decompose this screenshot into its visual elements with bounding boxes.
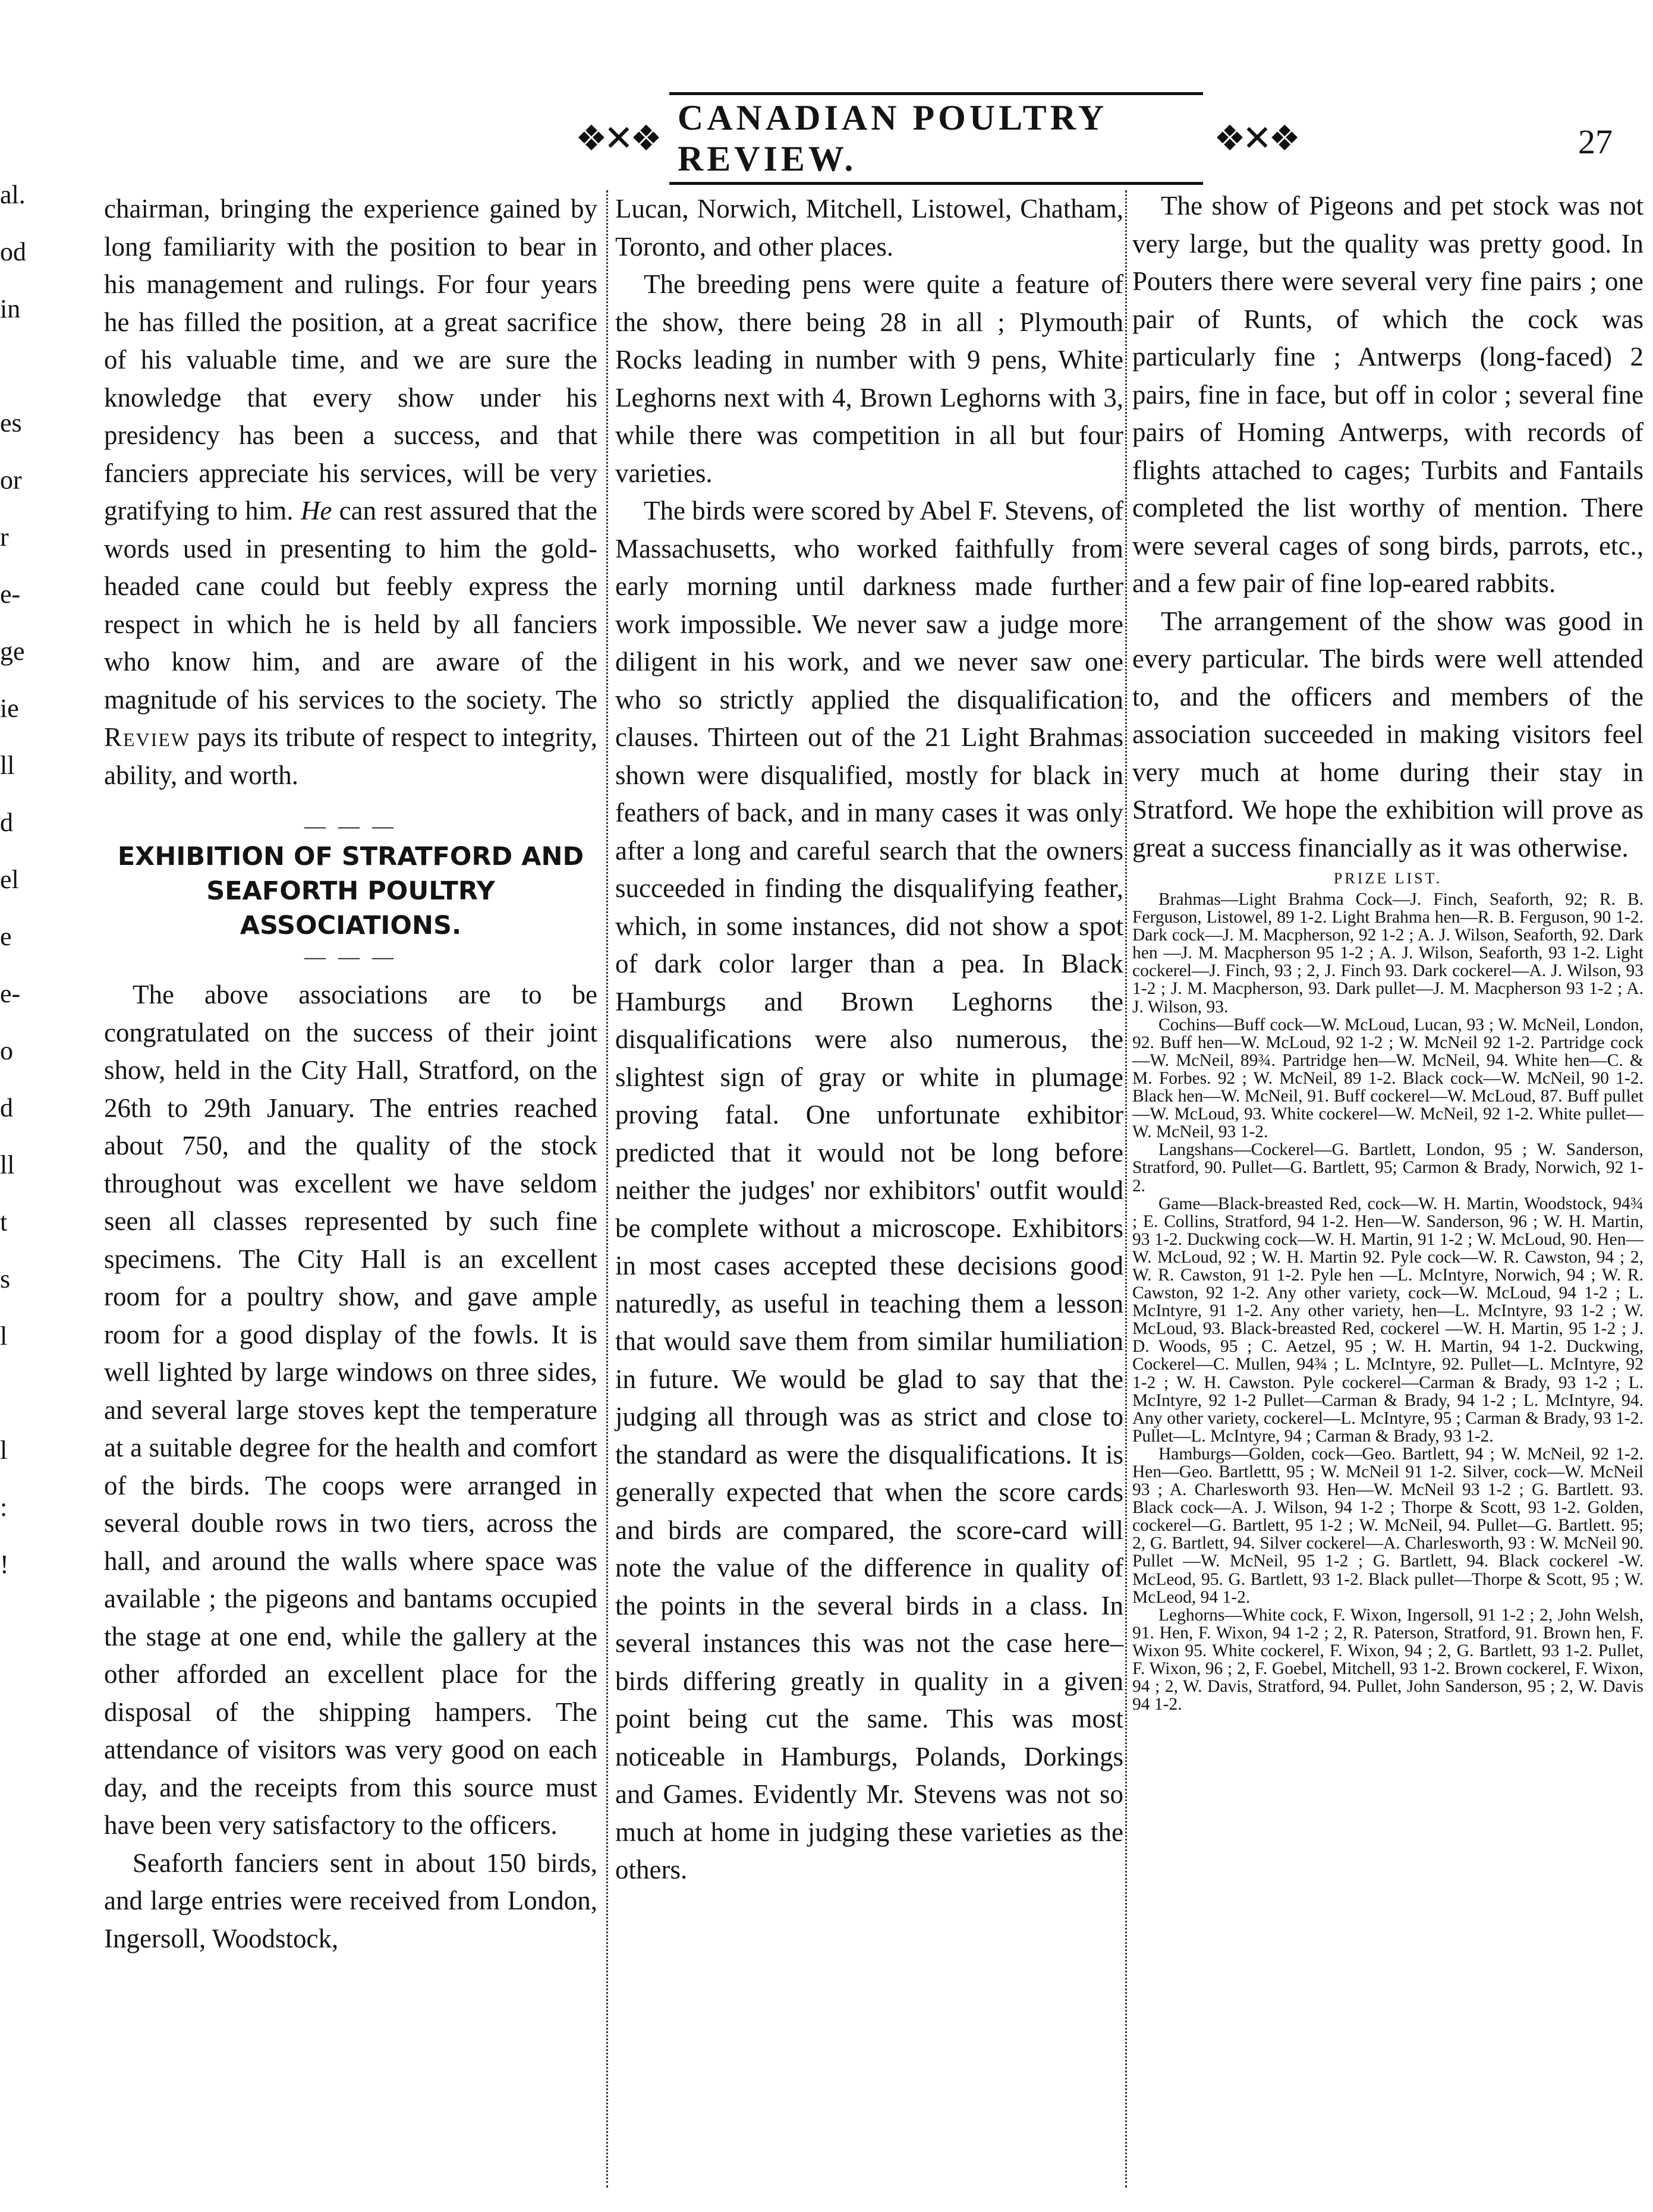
paragraph-associations: The above associations are to be congratulated on the success of their joint show, held in the City Hall, Stratford, on the 26th to 29th January. The entries reached about 750, and the quality of the stock throughout was excellent we have seldom seen all classes represented by such fine specimens. The City Hall is an excellent room for a poultry show, and gave ample room for a good display of the fowls. It is well lighted by large windows on three sides, and several large stoves kept the temperature at a suitable degree for the health and comfort of the birds. The coops were arranged in several double rows in two tiers, across the hall, and around the walls where space was available ; the pigeons and bantams occupied the stage at one end, while the gallery at the other afforded an excellent place for the disposal of the shipping hampers. The attendance of visitors was very good on each day, and the receipts from this source must have been very satisfactory to the officers. [104, 980, 597, 1840]
margin-fragment: ! [0, 1550, 9, 1579]
margin-fragment: ie [0, 694, 19, 723]
margin-fragment: ge [0, 637, 25, 666]
margin-fragment: e- [0, 580, 21, 609]
margin-fragment: o [0, 1036, 13, 1065]
margin-fragment: in [0, 294, 21, 323]
prize-brahmas: Brahmas—Light Brahma Cock—J. Finch, Seaforth, 92; R. B. Ferguson, Listowel, 89 1-2. Light Brahma hen—R. B. Ferguson, 90 1-2. Dark cock—J. M. Macpherson, 92 1-2 ; A. J. Wilson, Seaforth, 92. Dark hen —J. M. Macpherson 95 1-2 ; A. J. Wilson, Seaforth, 93 1-2. Light cockerel—J. Finch, 93 ; 2, J. Finch 93. Dark cockerel—A. J. Wilson, 93 1-2 ; J. M. Macpherson, 93. Dark pullet—J. M. Macpherson 93 1-2 ; A. J. Wilson, 93. [1132, 890, 1643, 1017]
margin-fragment: or [0, 465, 22, 495]
paragraph-places: Lucan, Norwich, Mitchell, Listowel, Chatham, Toronto, and other places. [615, 194, 1123, 262]
column-rule-left [606, 190, 608, 2188]
prize-langshans: Langshans—Cockerel—G. Bartlett, London, 95 ; W. Sanderson, Stratford, 90. Pullet—G. Bartlett, 95; Carmon & Brady, Norwich, 92 1-2. [1132, 1140, 1643, 1195]
page-number: 27 [1578, 122, 1613, 161]
left-margin-fragments [0, 166, 53, 1593]
paragraph-chairman: chairman, bringing the experience gained by long familiarity with the position to bear in his management and rulings. For four years he has filled the position, at a great sacrifice of his valuable time, and we are sure the knowledge that every show under his presidency has been a success, and that fanciers appreciate his services, will be very gratifying to him. He can rest assured that the words used in presenting to him the gold-headed cane could but feebly express the respect in which he is held by all fanciers who know him, and are aware of the magnitude of his services to the society. The Review pays its tribute of respect to integrity, ability, and worth. [104, 194, 597, 790]
separator: — — — [304, 945, 397, 968]
journal-title: CANADIAN POULTRY REVIEW. [669, 92, 1203, 185]
column-one [104, 190, 597, 1958]
margin-fragment: t [0, 1207, 8, 1236]
margin-fragment: od [0, 237, 26, 266]
column-two [615, 190, 1123, 1889]
ornament-right-icon: ❖✕❖ [1214, 118, 1297, 159]
separator: — — — [304, 814, 397, 838]
margin-fragment: d [0, 808, 13, 837]
margin-fragment: el [0, 865, 19, 894]
margin-fragment: r [0, 523, 9, 552]
margin-fragment: ll [0, 751, 15, 780]
margin-fragment [0, 1365, 53, 1422]
margin-fragment: ll [0, 1150, 15, 1179]
prize-hamburgs: Hamburgs—Golden, cock—Geo. Bartlett, 94 ; W. McNeil, 92 1-2. Hen—Geo. Bartlettt, 95 ; W. McNeil 91 1-2. Silver, cock—W. McNeil 93 ; A. Charlesworth 93. Hen—W. McNeil 93 1-2 ; G. Bartlett. 93. Black cock—A. J. Wilson, 94 1-2 ; Thorpe & Scott, 93 1-2. Golden, cockerel—G. Bartlett, 95 1-2 ; W. McNeil, 94. Pullet—G. Bartlett. 95; 2, G. Bartlett, 94. Silver cockerel—A. Charlesworth, 93 : W. McNeil 90. Pullet —W. McNeil, 95 1-2 ; G. Bartlett, 94. Black cockerel -W. McLeod, 95. G. Bartlett, 93 1-2. Black pullet—Thorpe & Scott, 95 ; W. McLeod, 94 1-2. [1132, 1444, 1643, 1607]
paragraph-breeding-pens: The breeding pens were quite a feature of the show, there being 28 in all ; Plymouth Rocks leading in number with 9 pens, White Leghorns next with 4, Brown Leghorns with 3, while there was competition in all but four varieties. [615, 269, 1123, 488]
paragraph-seaforth: Seaforth fanciers sent in about 150 birds, and large entries were received from London, Ingersoll, Woodstock, [104, 1848, 597, 1953]
column-rule-right [1125, 190, 1127, 2188]
margin-fragment: l [0, 1321, 8, 1351]
margin-fragment: : [0, 1493, 8, 1522]
prize-list-title: PRIZE LIST. [1333, 870, 1443, 887]
margin-fragment: l [0, 1436, 8, 1465]
prize-game: Game—Black-breasted Red, cock—W. H. Martin, Woodstock, 94¾ ; E. Collins, Stratford, 94 1-2. Hen—W. Sanderson, 96 ; W. H. Martin, 93 1-2. Duckwing cock—W. H. Martin, 91 1-2 ; W. McLoud, 90. Hen—W. McLoud, 92 ; W. H. Martin 92. Pyle cock—W. R. Cawston, 94 ; 2, W. R. Cawston, 91 1-2. Pyle hen —L. McIntyre, Norwich, 94 ; W. R. Cawston, 92 1-2. Any other variety, cock—W. McLoud, 94 1-2 ; L. McIntyre, 91 1-2. Any other variety, hen—L. McIntyre, 93 1-2 ; W. McLoud, 93. Black-breasted Red, cockerel —W. H. Martin, 95 1-2 ; J. D. Woods, 95 ; C. Aetzel, 95 ; W. H. Martin, 94 1-2. Duckwing, Cockerel—C. Mullen, 94¾ ; L. McIntyre, 92. Pullet—L. McIntyre, 92 1-2 ; W. H. Cawston. Pyle cockerel—Carman & Brady, 93 1-2 ; L. McIntyre, 92 1-2 Pullet—Carman & Brady, 94 1-2 ; L. McIntyre, 94. Any other variety, cockerel—L. McIntyre, 95 ; Carman & Brady, 93 1-2. Pullet—L. McIntyre, 94 ; Carman & Brady, 93 1-2. [1132, 1194, 1643, 1446]
margin-fragment: e [0, 922, 12, 951]
paragraph-arrangement: The arrangement of the show was good in every particular. The birds were well attended to, and the officers and members of the association succeeded in making visitors feel very much at home during their stay in Stratford. We hope the exhibition will prove as great a success financially as it was otherwise. [1132, 606, 1643, 863]
column-three [1132, 187, 1643, 1713]
margin-fragment: d [0, 1093, 13, 1122]
masthead-header [565, 98, 1308, 178]
ornament-left-icon: ❖✕❖ [575, 118, 659, 159]
article-headline: EXHIBITION OF STRATFORD AND SEAFORTH POULTRY ASSOCIATIONS. [117, 842, 584, 940]
margin-fragment: al. [0, 180, 26, 209]
margin-fragment: es [0, 408, 22, 438]
prize-cochins: Cochins—Buff cock—W. McLoud, Lucan, 93 ; W. McNeil, London, 92. Buff hen—W. McLoud, 92 1-2 ; W. McNeil 92 1-2. Partridge cock—W. McNeil, 89¾. Partridge hen—W. McNeil, 94. White hen—C. & M. Forbes. 92 ; W. McNeil, 89 1-2. Black cock—W. McNeil, 90 1-2. Black hen—W. McNeil, 91. Buff cockerel—W. McLoud, 87. Buff pullet—W. McLoud, 93. White cockerel—W. McNeil, 92 1-2. White pullet—W. McNeil, 93 1-2. [1132, 1015, 1643, 1142]
prize-leghorns: Leghorns—White cock, F. Wixon, Ingersoll, 91 1-2 ; 2, John Welsh, 91. Hen, F. Wixon, 94 1-2 ; 2, R. Paterson, Stratford, 91. Brown hen, F. Wixon 95. White cockerel, F. Wixon, 94 ; 2, G. Bartlett, 93 1-2. Pullet, F. Wixon, 96 ; 2, F. Goebel, Mitchell, 93 1-2. Brown cockerel, F. Wixon, 94 ; 2, W. Davis, Stratford, 94. Pullet, John Sanderson, 95 ; 2, W. Davis 94 1-2. [1132, 1605, 1643, 1714]
paragraph-judging: The birds were scored by Abel F. Stevens, of Massachusetts, who worked faithfully from early morning until darkness made further work impossible. We never saw a judge more diligent in his work, and we never saw one who so strictly applied the disqualification clauses. Thirteen out of the 21 Light Brahmas shown were disqualified, mostly for black in feathers of back, and in many cases it was only after a long and careful search that the owners succeeded in finding the disqualifying feather, which, in some instances, did not show a spot of dark color larger than a pea. In Black Hamburgs and Brown Leghorns the disqualifications were also numerous, the slightest sign of gray or white in plumage proving fatal. One unfortunate exhibitor predicted that it would not be long before neither the judges' nor exhibitors' outfit would be complete without a microscope. Exhibitors in most cases accepted these decisions good naturedly, as useful in teaching them a lesson that would save them from similar humiliation in future. We would be glad to say that the judging all through was as strict and close to the standard as were the disqualifications. It is generally expected that when the score cards and birds are compared, the score-card will note the value of the difference in quality of the points in the several birds in a class. In several instances this was not the case here–birds differing greatly in quality in a given point being cut the same. This was most noticeable in Hamburgs, Polands, Dorkings and Games. Evidently Mr. Stevens was not so much at home in judging these varieties as the others. [615, 496, 1123, 1884]
margin-fragment: s [0, 1264, 11, 1294]
margin-fragment [0, 338, 53, 395]
margin-fragment: e- [0, 979, 21, 1008]
paragraph-pigeons: The show of Pigeons and pet stock was not very large, but the quality was pretty good. In Pouters there were several very fine pairs ; one pair of Runts, of which the cock was particularly fine ; Antwerps (long-faced) 2 pairs, fine in face, but off in color ; several fine pairs of Homing Antwerps, with records of flights attached to cages; Turbits and Fantails completed the list worthy of mention. There were several cages of song birds, parrots, etc., and a few pair of fine lop-eared rabbits. [1132, 191, 1643, 598]
